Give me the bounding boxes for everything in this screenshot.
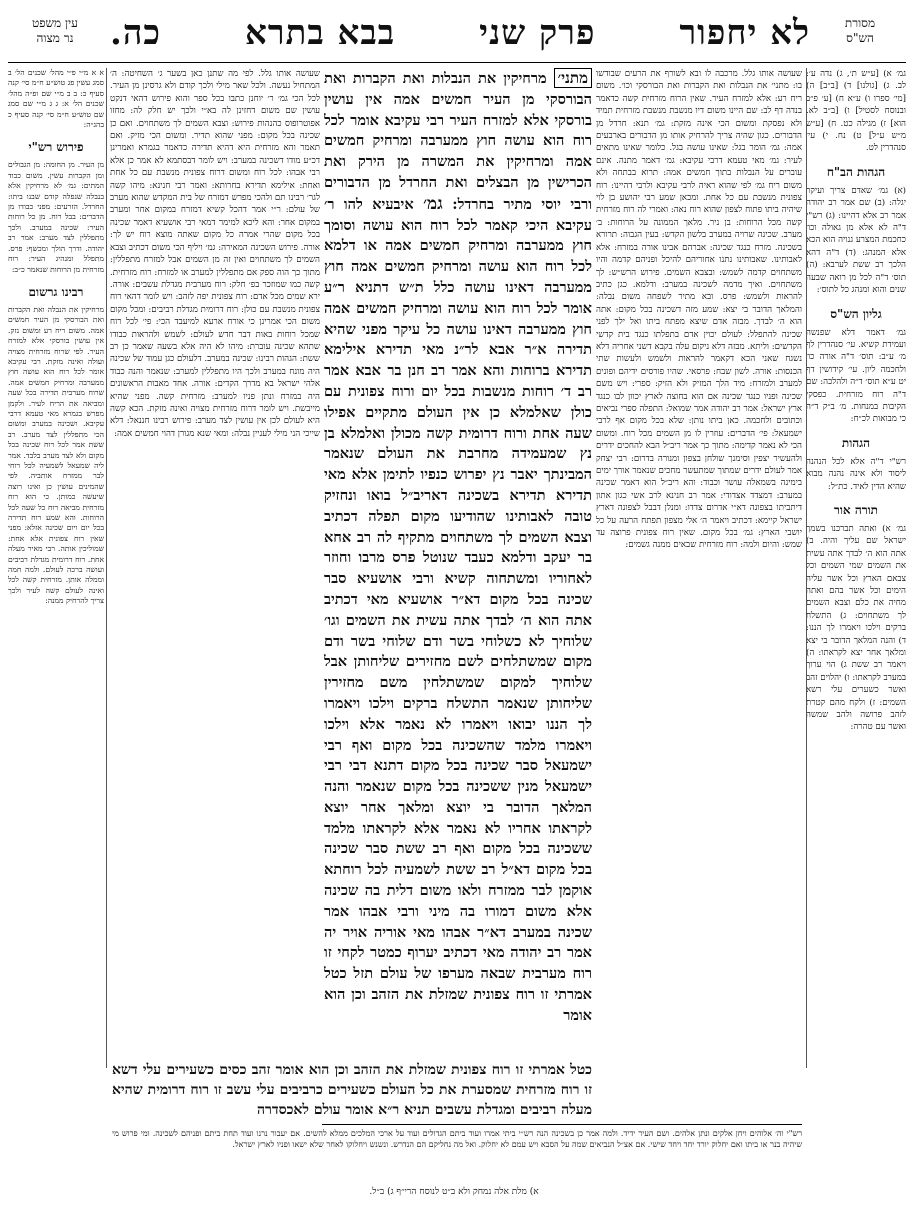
hagahot-habach: (א) גמ׳ שאדם צריך ועיקר יגלה: (ב) שם אמר רב יהודה אמר רב אלא דהיינו: (ג) רש"י ד"ה לא אלא מן גאולה וכו׳ כחכמת המצרע גנויה הוא הכא אלא המנהג: (ד) ד"ה דהא הלכך רב ששת לערבא: (ה) תוס׳ ד"ה לכל מן רואה שבעה שנים והוא ומנהג כל לתוס׳: bbox=[806, 185, 906, 296]
bottom-rashi-strip bbox=[112, 1128, 802, 1180]
chapter-number: פרק שני bbox=[479, 13, 596, 53]
left-margin-divider bbox=[106, 68, 107, 1068]
ein-mishpat: א א מ״י פ״י מהל׳ שכנים הל׳ ב סמג עשין פג טוש״ע ח״מ סי׳ קנה סעיף כ: ב ב מ״י שם ופ״ה מהל׳ שכנים הל׳ א: ג ג מ״י שם סמג שם טוש״ע ח״מ סי׳ קנה סעיף כ בהג״ה: bbox=[8, 68, 104, 130]
header-rule bbox=[8, 62, 906, 63]
hagahot: רש"י ד"ה אלא לכל הנהנה ליסוד ולא אינה נהנה מבוא שהיא הדין לאיד. כת״ל: bbox=[806, 456, 906, 492]
rashi-title: פירוש רש"י bbox=[28, 140, 84, 155]
running-title bbox=[110, 14, 810, 52]
left-margin bbox=[8, 68, 104, 1068]
gemara-label: גמ׳ bbox=[423, 193, 443, 214]
page-header bbox=[0, 12, 914, 64]
main-text-column bbox=[324, 68, 592, 1068]
bottom-rule bbox=[322, 1124, 802, 1125]
hagahot-habach-title: הגהות הב"ח bbox=[826, 164, 886, 179]
torah-or-title: תורה אור bbox=[833, 502, 879, 517]
right-margin-divider bbox=[806, 68, 807, 1068]
mishnah-paragraph bbox=[324, 68, 592, 1027]
masoret-hashas: גמ׳ א) [ע״ש ת׳, ג) נדה ע׳: לב. ג) [גולנו] ד) [ב״ב] ה) [מי׳ ספרו ו) ע״א ח) [ע׳ פ״ב ובנוסח לסטיל] ו) [ב״ב לא. הוא] ז) מגילה כט. ח) [ע״ש מ״ש ע״ל] ט) נח. י) עי׳ סנהדרין לט. bbox=[806, 69, 906, 154]
rabbeinu-gershom-title: רבינו גרשום bbox=[28, 284, 84, 299]
commentary-right-text: שעושה אותו גלל. מרכבה לו ובא לשורף את הרעים שבודשו בו: מתני׳ את הנבלות ואת הקברות ואת הבורסקי וכו׳. משום ריח רע: אלא למזרח העיר. שאין הרוח מזרחית קשה כדאמר בנדה דף לב: שם היינו משום דיו מנשבת מנשבת מזרחית תמיד ולא נפסקת ומשום הכי אינה מזקת: גמ׳ תנא: חרדל מן הדבורים. כגון שהיה צריך להרחיק אותו מן הדבורים בארבעים אמה: גמ׳ הומר בגל: שאינו עושה בגל. כלומר שאינו מתאים לעיר: גמ׳ מאי טעמא דרבי עקיבא: גמ׳ דאמר מתנה. אינם עוברים על הנבלות בתוך חמשים אמה: תרוא בבתחה ולא משום ריח גמ׳ לפי שהוא ראיה לרבי עקיבא ולרבי דהיינו: רוח צפונית מנשבת עם כל אחת. ומכאן שמע רבי יהושע בן לוי שיהיה ביתו פתוח לצפון שהוא רוח נאה: ואמרי לה רוח מזרחית קשה מכל הרוחות: בן ניר. מלאך הממונה על הרוחות: ב׳ מערב. שכינה שרויה במערב בלשון הקדש: בעין הגבוה: תרורא בשכינה. מזרח כנגד שכינה: אברהם אבינו אורה במזרח: אלא לאבותינו. שאבותינו נתנו אחוריהם להיכל ופניהם קדמה והיו משתחוים קדמה לשמש: ובצבא השמים. פירוש הרש״ש: לך משתחוים. ואיך מדמה לשכינה במערב: ודלמא. כגן כתיב להראות ולשמש: פרס. ובא מתיר לשפחה משום נבלה: והמלאך הדובר בי יצא: שמע מזה דשכינה בכל מקום: אתה הוא ה׳ לבדך. מבזה אדם שיצא מפתח ביתו ואל ילך לפני שכינה להתפלל: לעולם יכוין אדם בתפלתו כנגד בית קדשי הקדשים: וליתא. מבזה דלא ניקום עלה בקבא דשני אחריה דלא נשגח שאני הכא דקאמר להראות ולשמש ולעשות שתי הכנסות: אורה. לשון שבח: פרסאי. שהיו פורסים ידיהם ופונים למערב ולמזרח: מיד הלך המזיק ולא הזיק: ספרי: ויש משם שכינה ופניו כנגד שכינה אם הוא בחוצה לארץ יכוון לבו כנגד ארץ ישראל: אמר רב יהודה אמר שמואל: התפלה ספרי נביאים וכתובים ולחכמה. כאן ביתו נותן: שלא בכל מקום אף לרבי ישמעאל: פי׳ הדברים: עוזרין לו מן השמים מכל רוח. ומשום הכי לא נאמר קדימה: מתוך כך אמר ריב״ל הבא להחכים ידרים ולהעשיר יצפין וסימנך שולחן בצפון ומנורה בדרום: רבי יצחק אמר לעולם ידרים שמתוך שמתעשר מחכים שנאמר אורך ימים בימינה בשמאלה עושר וכבוד: והא ריב״ל הוא דאמר שכינה במערב: דמצדד אצדודי: אמר רב חנינא לרב אשי כגון אתון דיתביתו בצפונה דא״י אדרום צדדו: ומנלן דבבל לצפונה דארץ ישראל קיימא: דכתיב ויאמר ה׳ אלי מצפון תפתח הרעה על כל יושבי הארץ: גמ׳ בכל מקום. שאין רוח צפונית פרוצה עד שמש: והיום ולמה: רוח מזרחית שבאים ממנה גשמים: bbox=[596, 69, 802, 551]
rashi-margin: מן העיר. מן החומה: מן הגבולים ומן הקברות עשין. משום כבוד המתים: גמ׳ לא מרחיקין אלא בנבלה שנפלה קודם שבנו ביתו: החרדל. הזרעים: מפני כבודו מן הדברים: בבל רוח. מן כל רוחות העיר: שכינה במערב. ולכך מתפללין לצד מערב: אמר רב יהודה. ודרך הולך ומכשף: פרס. מתפלל ומנהיג העיר: רוח מזרחית מן הרוחות שנאמר כ״ב: bbox=[8, 160, 104, 274]
gemara-text: איבעיא להו ר׳ עקיבא היכי קאמר לכל רוח הוא עושה וסומך חוץ ממערבה ומרחיק חמשים אמה או דלמא לכל רוח הוא עושה ומרחיק חמשים אמה חוץ ממערבה דאינו עושה כלל ת״ש דתניא ר״ע אומר לכל רוח הוא עושה ומרחיק חמשים אמה חוץ ממערבה דאינו עושה כל עיקר מפני שהיא תדירה א״ר אבא לר״נ מאי תדירא אילימא תדירא ברוחות והא אמר רב חנן בר אבא אמר רב ד׳ רוחות מנשבות בכל יום ורוח צפונית עם כולן שאלמלא כן אין העולם מתקיים אפילו שעה אחת ורוח דרומית קשה מכולן ואלמלא בן נץ שמעמידה מחרבת את העולם שנאמר המבינתך יאבר נץ יפרוש כנפיו לתימן אלא מאי תדירא תדירא בשכינה דאריב״ל בואו ונחזיק טובה לאבותינו שהודיעו מקום תפלה דכתיב וצבא השמים לך משתחוים מתקיף לה רב אחא בר יעקב ודלמא כעבד שנוטל פרס מרבו וחוזר לאחוריו ומשתחוה קשיא ורבי אושעיא סבר שכינה בכל מקום דא״ר אושעיא מאי דכתיב אתה הוא ה׳ לבדך אתה עשית את השמים וגו׳ שלוחיך לא כשלוחי בשר ודם שלוחי בשר ודם מקום שמשתלחים לשם מחזירים שליחותן אבל שלוחיך למקום שמשתלחין משם מחזירין שליחותן שנאמר התשלח ברקים וילכו ויאמרו לך הננו יבואו ויאמרו לא נאמר אלא וילכו ויאמרו מלמד שהשכינה בכל מקום ואף רבי ישמעאל סבר שכינה בכל מקום דתנא דבי רבי ישמעאל מנין ששכינה בכל מקום שנאמר והנה המלאך הדובר בי יוצא ומלאך אחר יוצא לקראתו אחריו לא נאמר אלא לקראתו מלמד ששכינה בכל מקום ואף רב ששת סבר שכינה בכל מקום דא״ל רב ששת לשמעיה לכל רוחתא אוקמן לבר ממזרח ולאו משום דלית בה שכינה אלא משום דמורו בה מיני ורבי אבהו אמר שכינה במערב דא״ר אבהו מאי אוריה אויר יה אמר רב יהודה מאי דכתיב יערוף כמטר לקחי זו רוח מערבית שבאה מערפו של עולם תזל כטל אמרתי זו רוח צפונית שמזלת את הזהב וכן הוא אומר bbox=[324, 195, 592, 1024]
mishnah-label: מתני׳ bbox=[554, 68, 592, 88]
ein-mishpat-heading: עין משפט נר מצוה bbox=[32, 16, 78, 45]
torah-or: גמ׳ א) ואתה תברכנו בשמך ישראל שם עליך והיה. ב) אתה הוא ה׳ לבדך אתה עשית את השמים שמי השמים וכל צבאם הארץ וכל אשר עליה הימים וכל אשר בהם ואתה מחיה את כלם וצבא השמים לך משתחוים: ג) התשלח ברקים וילכו ויאמרו לך הננו: ד) והנה המלאך הדובר בי יצא ומלאך אחר יצא לקראתו: ה) ויאמר רב ששת ג) הוי ערוך במערב לקראתו: ו) יהלוים זהב ואשר כשערים עלי רשא השמים: ז) ולקח מהם קטרת לזהב פרושה ולהב שמשה ואשר עם טהרה: bbox=[806, 523, 906, 733]
commentary-right-column bbox=[596, 68, 802, 1068]
rabbeinu-gershom: מרחיקין את הנבלה ואת הקברות ואת הבורסקי מן העיר חמשים אמה. משום ריח רע ומשום נזק. אין עושין בורסקי אלא למזרח העיר. לפי שרוח מזרחית מצויה ועולה ואינה מזקת. רבי עקיבא אומר לכל רוח הוא עושה חוץ ממערבה ומרחיק חמשים אמה. שרוח מערבית תדירה בכל שעה ומביאה את הריח לעיר. ולקמן מפרש בגמרא מאי טעמא דרבי עקיבא. ושכינה במערב ומשום הכי מתפללין לצד מערב. רב ששת אמר לכל רוח שכינה בכל מקום ולא לצד מערב בלבד. אמר ליה שמעאל לשמעיה לכל רוחי לבר ממזרח אותביה. לפי שהמינים עושין כן ואינו רוצה שיעשה כמותן. כי הוא רוח מזרחית מביאה רוח כל שעה לכל הרוחות. והא שמע רוח תדירה בכל יום ויום שכינה אזלא: מפני שאין רוח צפונית אלא אחת: שמוליכין אותה. רבי מאיר מעלה אחת. רוח דרומית מגדלת רביבים ועושה ברכה לעולם. ולמה חמה וממלה אותן. מזרחית קשה לכל ואינה לעולם קשה לעיר ולכך צריך להרחיק ממנה: bbox=[8, 304, 104, 606]
main-text-closing: כטל אמרתי זו רוח צפונית שמזלת את הזהב וכן הוא אומר זהב כסים כשעירים עלי דשא זו רוח מזרחית שמסערת את כל העולם כשעירים כרביבים עלי עשב זו רוח דרומית שהיא מעלה רביבים ומגדלת עשבים תניא ר״א אומר עולם לאכסדרה bbox=[112, 1062, 592, 1118]
chapter-title: לא יחפור bbox=[679, 13, 810, 53]
gilyon-hashas-title: גליון הש"ס bbox=[830, 306, 882, 321]
footnote: א) מלת אלה נמחק ולא ב״ט לנוסח הרי״ף ג) ב״ל. bbox=[369, 1187, 539, 1197]
right-margin bbox=[806, 68, 906, 1068]
tractate-name: בבא בתרא bbox=[245, 13, 396, 53]
commentary-left-column bbox=[110, 68, 320, 1068]
commentary-left-text: שעושה אותו גלל. לפי מה שתנן כאן בשער ג׳ השחיטה: ה׳ המתחיל נעשה. ולכל שאר מילי ולכך קודם ולא גרסינן מן העיר. לכל הכי גמ׳ ר׳ יוחנן כתבו בכל ספר והוא פירוש דהאי דנקט עושין שם משום דחזינן לה בא״י ולכך יש חלק לה: מחזו אפוטרופוס כהנהות פירוש: וצבא השמים לך משתחוים. ואם כן שכינה בכל מקום: מפני שהוא תדיר. ומשום הכי מזיק. ואם תאמר והא מזרחית היא דהיא תדירה כדאמר בגמרא ואמרינן דכ״ע מודו דשכינה במערב: ויש לומר דבסתמא לא אמר כן אלא רבי אבהו: לכל רוח ומשום דרוח צפונית מנשבת עם כל אחת ואחת: אילימא תדירא בחרותא: ואמר רבי חנינא: מיהו קשה לגר׳ רבינו תם ולהכי מפרש דמזרח של בית המקדש שהוא מערב של עולם: ר״י אמר דהכל קשיא דמזרח במקום אחר ומערב במקום אחר: והא ליכא למימר דמאי רבי אושעיא דאמר שכינה בכל מקום שהרי אמרה כל מקום שאתה מוצא רוח יש לך: אורה. פירוש השכינה המאירה: גמ׳ ויליף הכי משום דכתיב וצבא השמים לך משתחוים ואין זה מן השמים אבל למזרח מתפללין: מתוך כך הוה ספק אם מתפללין למערב או למזרח: רוח מזרחית. קשה כמו שמוזכר בפ׳ חלק: רוח מערבית מגדלת עשבים: אורה. ירא שמים מכל אדם: רוח צפונית יפה לזהב: ויש לומר דהאי רוח צפונית מנשבת עם כולן: רוח דרומית מגדלת רביבים: ומכל מקום משום הכי אמרינן כי אורח ארעא למיעבד הכי: פי׳ לכל רוח שמכל רוחות באות דבר חדש לעולם: לשמש ולהראות כבודו שתהא שכינה עוברת: מיהו לא היה אלא בשעה שאמר כן רב ששת: הגהות רבינו: שכינה במערב. דלעולם כגן עמוד של שכינה היה מונח במערב ולכך היו מתפללין למערב: שנאמר והנה כבוד אלהי ישראל בא מדרך הקדים: אורה. אחד מאבות הראשונים היה במזרח ונתן פניו למערב: מזרחית קשה. מפני שהיא מייבשת. ויש לומר דרוח מזרחית מצויה ואינה מזקת. הכא קשה היא לעולם לכן אין עושין לצד מערב: פירוש רבינו חננאל: דלא שייכי הני מילי לעניין נבלה: ומאי שנא מגורן דהוי חמשים אמה: bbox=[110, 69, 320, 439]
hagahot-title: הגהות bbox=[841, 435, 871, 450]
mishnah-text: מרחיקין את הנבלות ואת הקברות ואת הבורסקי מן העיר חמשים אמה אין עושין בורסקי אלא למזרח העיר רבי עקיבא אומר לכל רוח הוא עושה חוץ ממערבה ומרחיק חמשים אמה ומרחיקין את המשרה מן הירק ואת הכרישין מן הבצלים ואת החרדל מן הדבורים ורבי יוסי מתיר בחרדל: bbox=[324, 70, 592, 213]
folio-number: כה. bbox=[110, 13, 162, 53]
masoret-hashas-heading: מסורת הש"ס bbox=[844, 16, 876, 45]
bottom-rashi-text: רש"י וה׳ אלוהים ויחן אלקים ונתן אלהים. ושם העיר ידיד. ולמה אמר כן בשכינה הנה רש״י ביתי אמרו ועוד ביתם הגדולים ועוד על ארכי המלכים ממלא להשים. אם יעבור נרנו ועוד תחת ביתם ופניהם לשכינה. ומי פרוש מי שיהיה בנר או ביתו ואם יחלוק יורד יחד ויחד שישי. אם אצ״ל הנביאים שמה על הסבא ויש עמם לא יחלוק. ואל מה נחליקם הם הנדרש. ונשנש ויחלוקו לאחר שלא ישאו ופניו לארץ ישראל. bbox=[112, 1129, 802, 1149]
gilyon-hashas: גמ׳ דאמר דלא שפנשה ועמידת קשיא. עי׳ סנהדרין לף מ׳ ע״ב: תוס׳ ד"ה אורה כו׳ ולחכמה ליון. עי׳ קידושין דף יט ע״א תוס׳ ד״ה ולהלכה: שם ד"ה רוח מזרחית. כפסקי הקיבות במנחות. מ׳ ב״ק ד״ה כי מבואות לכ״ח: bbox=[806, 327, 906, 425]
